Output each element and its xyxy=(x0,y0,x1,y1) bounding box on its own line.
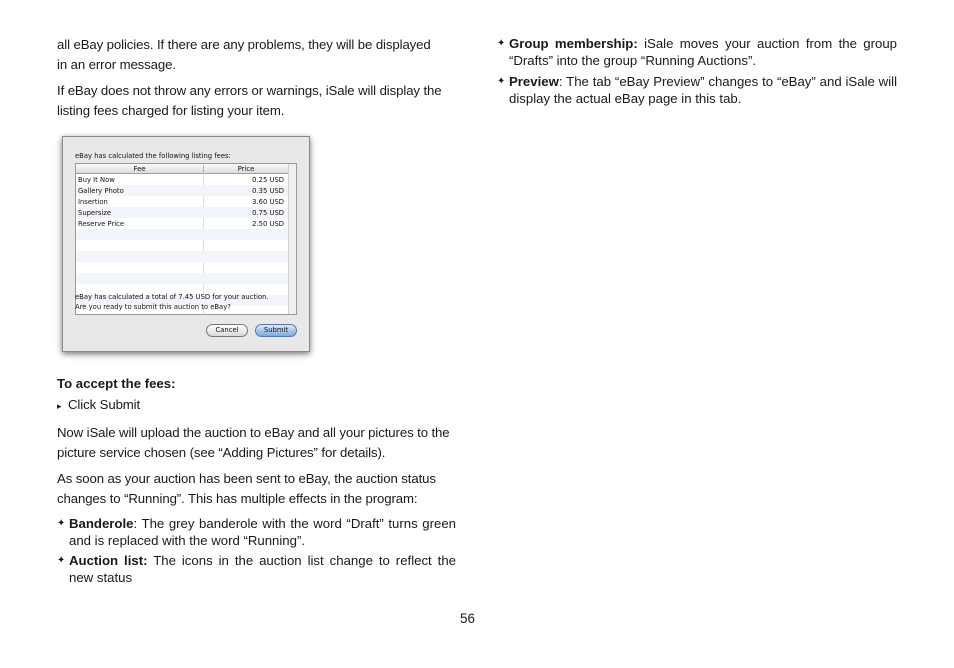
table-row-empty xyxy=(76,240,288,251)
table-row xyxy=(76,207,288,218)
bullet-term: Preview xyxy=(509,74,559,89)
fee-name: Supersize xyxy=(78,209,112,217)
paragraph-listing-fees: If eBay does not throw any errors or warnings, iSale will display the listing fees charged for listing your item. xyxy=(57,83,442,118)
column-header-price: Price xyxy=(237,165,255,173)
bullet-text: The grey banderole with the word “Draft” turns green and is replaced with the word “Running”. xyxy=(69,516,457,548)
fee-price: 0.75 USD xyxy=(252,209,284,217)
table-row xyxy=(76,174,288,185)
bullet-separator: : xyxy=(133,516,142,531)
fee-price: 3.60 USD xyxy=(252,198,284,206)
bullet-term: Banderole xyxy=(69,516,134,531)
table-scrollbar xyxy=(288,164,296,314)
fee-price: 0.25 USD xyxy=(252,176,284,184)
fee-name: Gallery Photo xyxy=(78,187,124,195)
fee-price: 0.35 USD xyxy=(252,187,284,195)
dialog-total-text xyxy=(75,292,269,312)
star-bullet-icon: ✦ xyxy=(497,76,506,87)
fee-name: Reserve Price xyxy=(78,220,125,228)
bullet-banderole xyxy=(57,516,457,549)
bullet-term: Auction list: xyxy=(69,553,148,568)
bullet-text: iSale moves your auction from the group “Drafts” into the group “Running Auctions”. xyxy=(509,36,898,68)
bullet-separator: : xyxy=(558,74,567,89)
step-text: Click Submit xyxy=(68,397,141,412)
table-row xyxy=(76,196,288,207)
star-bullet-icon: ✦ xyxy=(57,518,66,529)
paragraph-status-change: As soon as your auction has been sent to eBay, the auction status changes to “Running”. This has multiple effects in the program: xyxy=(57,471,436,506)
table-row-empty xyxy=(76,262,288,273)
bullet-group-membership xyxy=(497,36,898,69)
page-number: 56 xyxy=(460,611,476,626)
listing-fees-dialog-screenshot xyxy=(62,136,310,352)
cancel-button[interactable]: Cancel xyxy=(206,324,248,337)
table-row-empty xyxy=(76,273,288,284)
table-row-empty xyxy=(76,251,288,262)
section-heading: To accept the fees: xyxy=(57,376,176,391)
bullet-auction-list xyxy=(57,553,456,586)
bullet-text: The icons in the auction list change to reflect the new status xyxy=(69,553,456,585)
bullet-term: Group membership: xyxy=(509,36,638,51)
star-bullet-icon: ✦ xyxy=(497,38,506,49)
submit-button[interactable]: Submit xyxy=(255,324,297,337)
step-item xyxy=(57,395,442,416)
paragraph-upload: Now iSale will upload the auction to eBay and all your pictures to the picture service chosen (see “Adding Pictures” for details). xyxy=(57,425,450,460)
fee-name: Buy It Now xyxy=(78,176,115,184)
fees-table-header xyxy=(76,164,288,174)
triangle-right-icon: ▸ xyxy=(57,401,62,411)
table-row xyxy=(76,218,288,229)
table-row-empty xyxy=(76,229,288,240)
fee-price: 2.50 USD xyxy=(252,220,284,228)
bullet-preview xyxy=(497,74,898,107)
dialog-intro-text: eBay has calculated the following listing fees: xyxy=(75,152,231,160)
bullet-text: The tab “eBay Preview” changes to “eBay” and iSale will display the actual eBay page in this tab. xyxy=(509,74,898,106)
fee-name: Insertion xyxy=(78,198,108,206)
star-bullet-icon: ✦ xyxy=(57,555,66,566)
paragraph-policies: all eBay policies. If there are any problems, they will be displayed in an error message. xyxy=(57,37,431,72)
table-row xyxy=(76,185,288,196)
dialog-total-line: eBay has calculated a total of 7.45 USD for your auction. xyxy=(75,293,269,301)
dialog-question: Are you ready to submit this auction to eBay? xyxy=(75,303,231,311)
column-header-fee: Fee xyxy=(76,165,204,173)
